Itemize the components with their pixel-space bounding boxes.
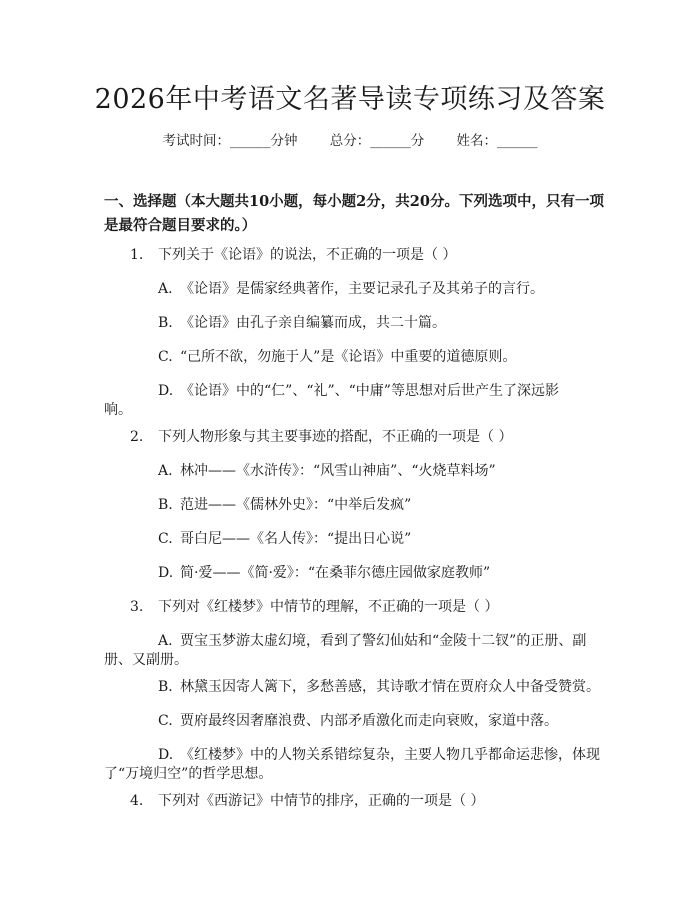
question-text: 下列对《红楼梦》中情节的理解，不正确的一项是（ ）: [158, 599, 499, 615]
option-text: 《论语》是儒家经典著作，主要记录孔子及其弟子的言行。: [180, 281, 544, 297]
question-stem: [130, 243, 456, 267]
option-label: D.: [158, 747, 174, 763]
option-text: 简·爱——《简·爱》：“在桑菲尔德庄园做家庭教师”: [180, 565, 491, 581]
section-heading: 一、选择题（本大题共10小题，每小题2分，共20分。下列选项中，只有一项是最符合题目要求的。）: [104, 193, 604, 234]
name-field: 姓名：______: [456, 133, 538, 149]
option-item: [158, 709, 558, 733]
question-number: 1.: [130, 247, 144, 263]
page-title: 2026年中考语文名著导读专项练习及答案: [94, 84, 606, 115]
option-continuation: 了“万境归空”的哲学思想。: [104, 766, 273, 782]
question-number: 4.: [130, 793, 144, 809]
option-label: B.: [158, 497, 173, 513]
option-item: [158, 311, 446, 335]
question-stem: [130, 425, 512, 449]
option-text: 范进——《儒林外史》：“中举后发疯”: [180, 497, 412, 513]
option-text: 贾府最终因奢靡浪费、内部矛盾激化而走向衰败，家道中落。: [180, 713, 558, 729]
question-text: 下列对《西游记》中情节的排序，正确的一项是（ ）: [158, 793, 485, 809]
option-text: 哥白尼——《名人传》：“提出日心说”: [180, 531, 412, 547]
option-text: 林冲——《水浒传》：“风雪山神庙”、“火烧草料场”: [180, 463, 496, 479]
exam-meta: [0, 131, 700, 151]
option-text: 《红楼梦》中的人物关系错综复杂，主要人物几乎都命运悲惨，体现: [180, 747, 600, 763]
option-label: C.: [158, 349, 173, 365]
option-item: [158, 493, 411, 517]
option-text: 林黛玉因寄人篱下，多愁善感，其诗歌才情在贾府众人中备受赞赏。: [180, 679, 600, 695]
option-continuation: 册、又副册。: [104, 652, 188, 668]
option-label: A.: [158, 463, 173, 479]
question-text: 下列人物形象与其主要事迹的搭配，不正确的一项是（ ）: [158, 429, 513, 445]
option-item: [158, 277, 544, 301]
option-item: [158, 561, 490, 585]
option-item: [158, 379, 559, 403]
question-stem: [130, 789, 484, 813]
option-text: “己所不欲，勿施于人”是《论语》中重要的道德原则。: [180, 349, 517, 365]
option-text: 《论语》中的“仁”、“礼”、“中庸”等思想对后世产生了深远影: [180, 383, 559, 399]
question-number: 2.: [130, 429, 144, 445]
option-label: A.: [158, 281, 173, 297]
option-item: [158, 629, 586, 653]
option-label: C.: [158, 531, 173, 547]
option-text: 贾宝玉梦游太虚幻境，看到了警幻仙姑和“金陵十二钗”的正册、副: [180, 633, 587, 649]
option-item: [158, 459, 496, 483]
option-item: [158, 675, 600, 699]
question-number: 3.: [130, 599, 144, 615]
option-item: [158, 527, 411, 551]
question-stem: [130, 595, 498, 619]
option-label: B.: [158, 679, 173, 695]
option-label: D.: [158, 383, 174, 399]
option-label: B.: [158, 315, 173, 331]
option-label: C.: [158, 713, 173, 729]
total-score-field: 总分：______分: [329, 133, 425, 149]
option-label: D.: [158, 565, 174, 581]
option-continuation: 响。: [104, 402, 132, 418]
exam-time-field: 考试时间：______分钟: [162, 133, 298, 149]
option-item: [158, 345, 516, 369]
option-label: A.: [158, 633, 173, 649]
option-text: 《论语》由孔子亲自编纂而成，共二十篇。: [180, 315, 446, 331]
question-text: 下列关于《论语》的说法，不正确的一项是（ ）: [158, 247, 457, 263]
